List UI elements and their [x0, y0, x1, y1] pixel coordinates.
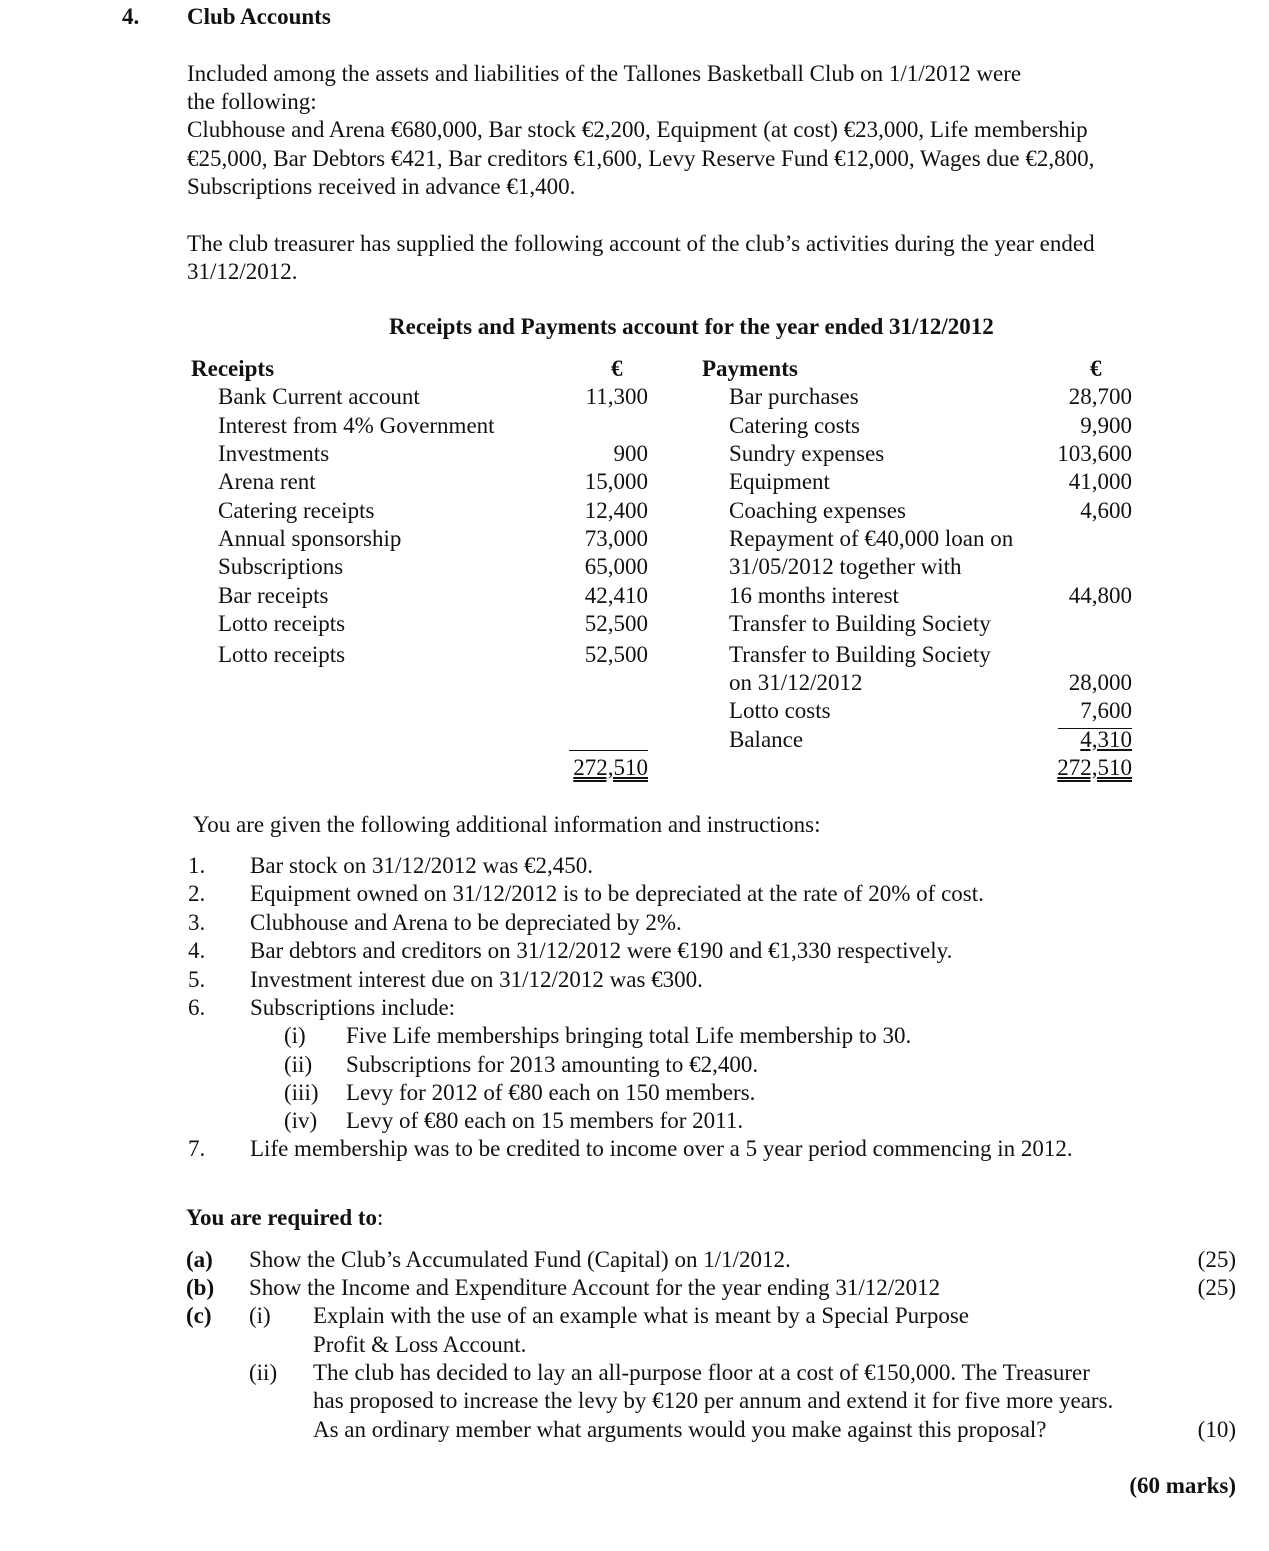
payments-currency: €: [1090, 356, 1102, 381]
intro-line: Subscriptions received in advance €1,400.: [187, 174, 576, 199]
required-heading: [186, 1204, 383, 1232]
payment-label: Sundry expenses: [729, 441, 885, 466]
receipt-amount: 15,000: [584, 469, 648, 494]
receipt-amount: 52,500: [584, 642, 648, 667]
payment-label: Bar purchases: [729, 384, 859, 409]
subitem-number: (i): [284, 1023, 306, 1048]
required-heading-colon: :: [377, 1205, 384, 1230]
part-b-label: (b): [186, 1275, 215, 1300]
payment-amount: 28,000: [1068, 670, 1132, 695]
part-c-label: (c): [186, 1303, 212, 1328]
intro-line: Included among the assets and liabilities of the Tallones Basketball Club on 1/1/2012 were: [187, 61, 1022, 86]
question-number: 4.: [122, 4, 140, 29]
part-a-text: Show the Club’s Accumulated Fund (Capital) on 1/1/2012.: [249, 1247, 791, 1272]
subitem-text: Levy of €80 each on 15 members for 2011.: [346, 1108, 744, 1133]
part-c-i-line: Profit & Loss Account.: [313, 1332, 527, 1357]
intro-line: €25,000, Bar Debtors €421, Bar creditors €1,600, Levy Reserve Fund €12,000, Wages due €2,800,: [187, 146, 1095, 171]
subitem-text: Subscriptions for 2013 amounting to €2,400.: [346, 1052, 759, 1077]
receipts-total-rule: [569, 750, 648, 751]
item-number: 2.: [188, 881, 206, 906]
receipt-label: Subscriptions: [218, 554, 344, 579]
receipt-amount: 65,000: [584, 554, 648, 579]
payment-amount: 9,900: [1080, 413, 1132, 438]
receipt-label: Arena rent: [218, 469, 316, 494]
intro-line: the following:: [187, 89, 317, 114]
receipt-label: Interest from 4% Government: [218, 413, 495, 438]
item-text: Equipment owned on 31/12/2012 is to be depreciated at the rate of 20% of cost.: [250, 881, 984, 906]
subitem-number: (iii): [284, 1080, 319, 1105]
payment-label: Transfer to Building Society: [729, 642, 991, 667]
payment-label: Transfer to Building Society: [729, 611, 991, 636]
part-c-i-label: (i): [249, 1303, 271, 1328]
receipt-amount: 900: [613, 441, 648, 466]
part-c-ii-line: As an ordinary member what arguments would you make against this proposal?: [313, 1417, 1047, 1442]
subitem-number: (iv): [284, 1108, 318, 1133]
item-text: Life membership was to be credited to income over a 5 year period commencing in 2012.: [250, 1136, 1073, 1161]
payment-label: Catering costs: [729, 413, 860, 438]
receipt-amount: 73,000: [584, 526, 648, 551]
subitem-text: Levy for 2012 of €80 each on 150 members.: [346, 1080, 756, 1105]
payment-amount: 103,600: [1057, 441, 1132, 466]
subitem-number: (ii): [284, 1052, 313, 1077]
subitem-text: Five Life memberships bringing total Life membership to 30.: [346, 1023, 912, 1048]
receipt-amount: 52,500: [584, 611, 648, 636]
receipt-amount: 12,400: [584, 498, 648, 523]
receipt-amount: 42,410: [584, 583, 648, 608]
payments-total: 272,510: [1057, 755, 1132, 780]
receipt-label: Catering receipts: [218, 498, 375, 523]
receipt-amount: 11,300: [585, 384, 648, 409]
payment-label: Lotto costs: [729, 698, 831, 723]
payment-amount: 28,700: [1068, 384, 1132, 409]
receipt-label: Investments: [218, 441, 330, 466]
part-b-text: Show the Income and Expenditure Account for the year ending 31/12/2012: [249, 1275, 941, 1300]
payment-label: Coaching expenses: [729, 498, 906, 523]
item-number: 1.: [188, 853, 206, 878]
receipt-label: Bank Current account: [218, 384, 420, 409]
part-c-ii-line: The club has decided to lay an all-purpose floor at a cost of €150,000. The Treasurer: [313, 1360, 1090, 1385]
additional-intro: You are given the following additional information and instructions:: [193, 812, 821, 837]
receipts-heading: Receipts: [191, 356, 275, 381]
item-number: 6.: [188, 995, 206, 1020]
receipts-currency: €: [611, 356, 623, 381]
payment-amount: 44,800: [1068, 583, 1132, 608]
required-heading-text: You are required to: [186, 1205, 378, 1230]
part-a-marks: (25): [1197, 1247, 1236, 1272]
item-text: Subscriptions include:: [250, 995, 456, 1020]
payment-label: Repayment of €40,000 loan on: [729, 526, 1014, 551]
item-text: Bar stock on 31/12/2012 was €2,450.: [250, 853, 594, 878]
payment-amount: 4,310: [1080, 727, 1132, 752]
payment-label: Balance: [729, 727, 804, 752]
intro-line: The club treasurer has supplied the following account of the club’s activities during the year ended: [187, 231, 1095, 256]
receipts-total: 272,510: [573, 755, 648, 780]
item-number: 5.: [188, 967, 206, 992]
payment-label: on 31/12/2012: [729, 670, 863, 695]
part-b-marks: (25): [1197, 1275, 1236, 1300]
item-number: 7.: [188, 1136, 206, 1161]
receipt-label: Bar receipts: [218, 583, 329, 608]
payment-amount: 41,000: [1068, 469, 1132, 494]
part-c-ii-line: has proposed to increase the levy by €120 per annum and extend it for five more years.: [313, 1388, 1114, 1413]
receipt-label: Annual sponsorship: [218, 526, 402, 551]
item-text: Investment interest due on 31/12/2012 was €300.: [250, 967, 703, 992]
payment-amount: 4,600: [1080, 498, 1132, 523]
item-text: Clubhouse and Arena to be depreciated by 2%.: [250, 910, 682, 935]
receipt-label: Lotto receipts: [218, 611, 346, 636]
total-marks: (60 marks): [1129, 1473, 1236, 1498]
account-title: Receipts and Payments account for the year ended 31/12/2012: [389, 314, 994, 339]
payment-amount: 7,600: [1080, 698, 1132, 723]
part-c-i-line: Explain with the use of an example what is meant by a Special Purpose: [313, 1303, 969, 1328]
item-text: Bar debtors and creditors on 31/12/2012 were €190 and €1,330 respectively.: [250, 938, 953, 963]
payment-label: 31/05/2012 together with: [729, 554, 962, 579]
payment-label: 16 months interest: [729, 583, 899, 608]
payments-heading: Payments: [702, 356, 798, 381]
receipt-label: Lotto receipts: [218, 642, 346, 667]
question-title: Club Accounts: [187, 4, 331, 29]
part-a-label: (a): [186, 1247, 213, 1272]
intro-line: Clubhouse and Arena €680,000, Bar stock €2,200, Equipment (at cost) €23,000, Life membership: [187, 117, 1088, 142]
payment-label: Equipment: [729, 469, 830, 494]
item-number: 4.: [188, 938, 206, 963]
part-c-marks: (10): [1197, 1417, 1236, 1442]
intro-line: 31/12/2012.: [187, 259, 298, 284]
item-number: 3.: [188, 910, 206, 935]
part-c-ii-label: (ii): [249, 1360, 278, 1385]
